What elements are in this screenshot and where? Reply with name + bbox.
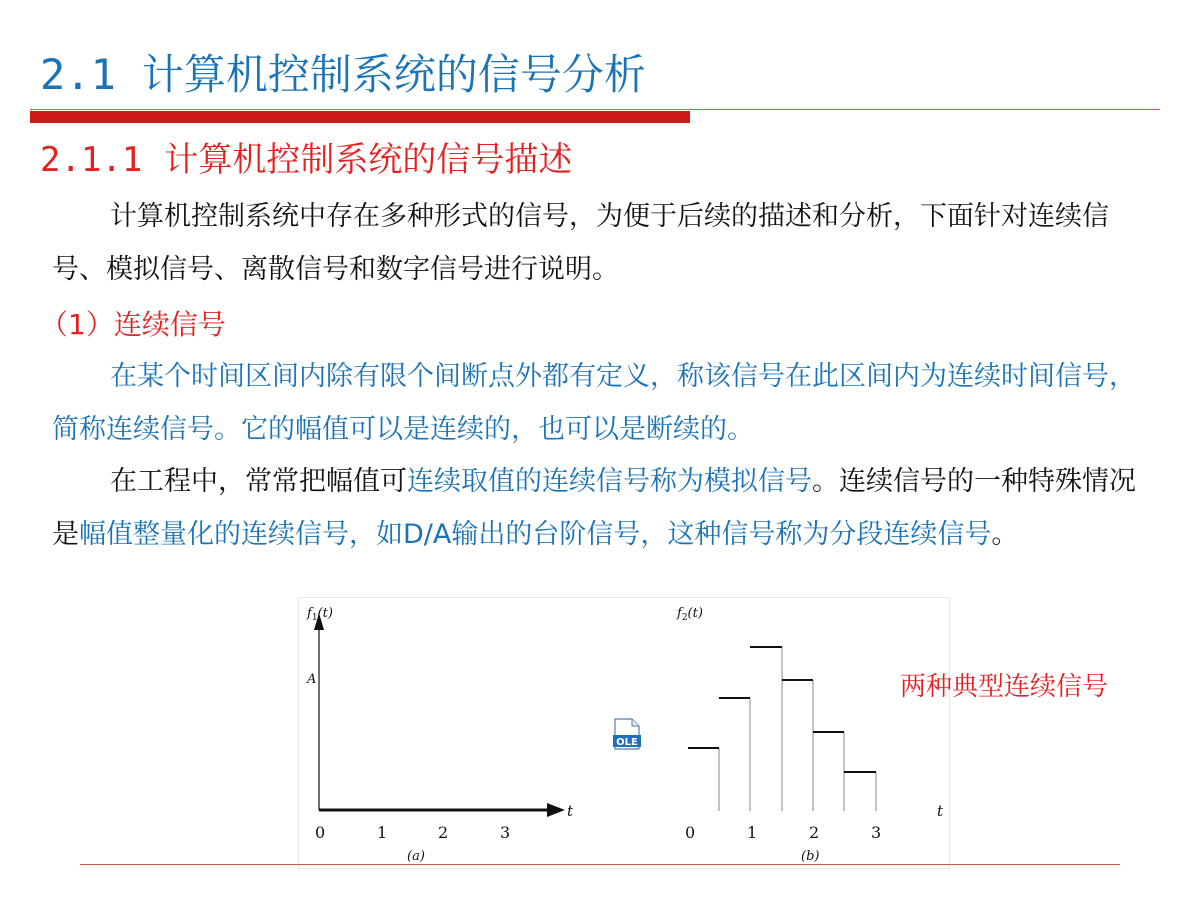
definition-paragraph <box>52 350 1162 456</box>
subtitle-number: 2.1.1 <box>40 140 143 180</box>
graph-a-ylabel: $f_1(t)$ <box>307 606 333 623</box>
graph-a-tick-2: 2 <box>438 823 449 842</box>
graph-b-tick-1: 1 <box>747 823 758 842</box>
title-divider-thin <box>30 109 1160 110</box>
ole-object-icon[interactable] <box>612 718 642 750</box>
analog-text-b: 连续取值的连续信号称为模拟信号 <box>407 466 812 497</box>
definition-text: 在某个时间区间内除有限个间断点外都有定义，称该信号在此区间内为连续时间信号，简称连续信号。它的幅值可以是连续的，也可以是断续的。 <box>52 361 1136 445</box>
figure-caption: 两种典型连续信号 <box>900 672 1109 702</box>
graph-b-caption: (b) <box>801 849 820 864</box>
subtitle-text: 计算机控制系统的信号描述 <box>164 140 573 180</box>
graph-a-tick-3: 3 <box>500 823 511 842</box>
slide-title <box>40 42 646 102</box>
graph-b <box>676 606 944 864</box>
section-subtitle <box>40 132 572 181</box>
intro-paragraph <box>52 190 1162 296</box>
graph-b-ylabel: $f_2(t)$ <box>677 606 703 623</box>
title-number: 2.1 <box>40 50 116 99</box>
intro-text: 计算机控制系统中存在多种形式的信号，为便于后续的描述和分析，下面针对连续信号、模拟信号、离散信号和数字信号进行说明。 <box>52 201 1109 285</box>
ole-label: OLE <box>616 737 638 748</box>
analog-text-a: 在工程中，常常把幅值可 <box>110 466 407 497</box>
title-divider-thick <box>30 111 690 123</box>
analog-text-c: 。连续信号的一种特殊情况是 <box>52 466 1136 550</box>
section-heading-continuous: （1）连续信号 <box>40 308 226 341</box>
graph-b-tick-0: 0 <box>685 823 696 842</box>
graph-a-caption: (a) <box>407 849 425 864</box>
graph-a-tick-1: 1 <box>377 823 388 842</box>
graph-a-amplitude-label: A <box>307 672 317 687</box>
graph-a-xlabel: t <box>567 802 574 820</box>
graph-b-xlabel: t <box>937 802 944 820</box>
graph-a-x-arrow <box>547 803 565 817</box>
footer-divider <box>80 864 1120 865</box>
graph-a <box>306 606 574 864</box>
analog-paragraph <box>52 455 1162 561</box>
graph-b-tick-2: 2 <box>809 823 820 842</box>
analog-text-d: 幅值整量化的连续信号，如D/A输出的台阶信号，这种信号称为分段连续信号 <box>79 519 992 550</box>
graph-a-tick-0: 0 <box>315 823 326 842</box>
graph-b-tick-3: 3 <box>871 823 882 842</box>
title-text: 计算机控制系统的信号分析 <box>141 50 646 99</box>
analog-text-e: 。 <box>991 519 1019 550</box>
